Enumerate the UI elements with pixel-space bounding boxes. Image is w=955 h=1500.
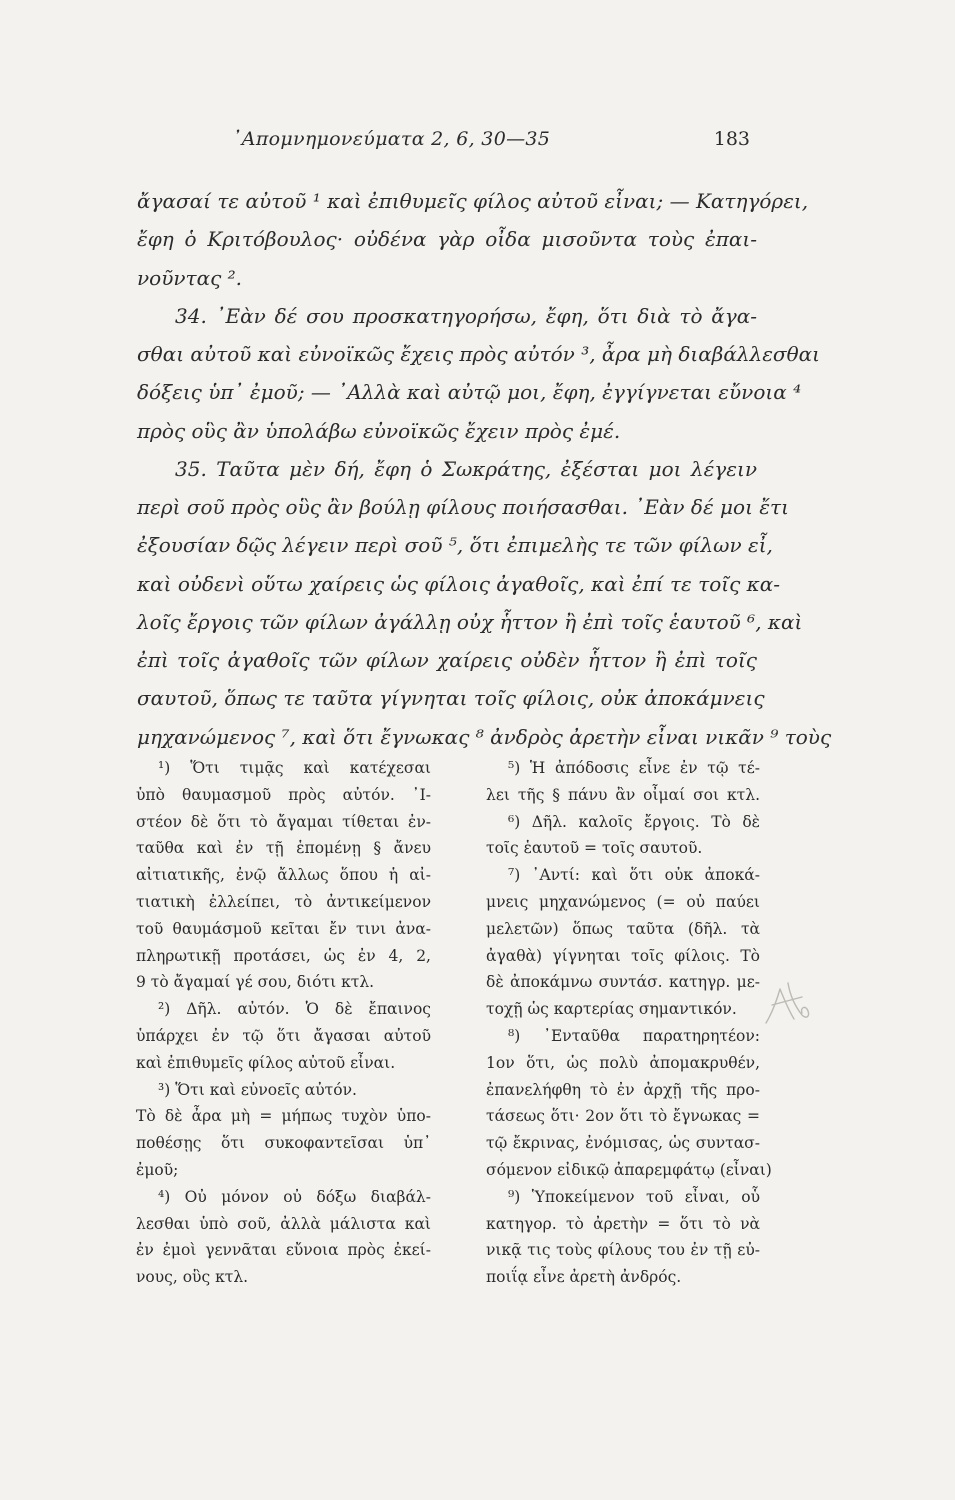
- footnote-line: ⁹) Ὑποκείμενον τοῦ εἶναι, οὗ: [508, 1187, 760, 1206]
- text-line: περὶ σοῦ πρὸς οὓς ἂν βούλῃ φίλους ποιήσασθαι. ᾿Εὰν δέ μοι ἔτι: [137, 495, 789, 519]
- footnote-line: τοχῇ ὡς καρτερίας σημαντικόν.: [486, 1000, 737, 1019]
- footnote-line: ⁷) ᾿Αντί: καὶ ὅτι οὐκ ἀποκά-: [508, 866, 760, 885]
- footnote-line: 1ον ὅτι, ὡς πολὺ ἀπομακρυθέν,: [486, 1053, 760, 1072]
- footnote-line: σόμενον εἰδικῷ ἀπαρεμφάτῳ (εἶναι): [486, 1160, 772, 1179]
- page-header: [232, 128, 750, 158]
- footnote-line: πληρωτικῇ προτάσει, ὡς ἐν 4, 2,: [136, 946, 431, 965]
- footnote-line: στέον δὲ ὅτι τὸ ἄγαμαι τίθεται ἐν-: [136, 812, 431, 831]
- footnote-line: τῷ ἔκρινας, ἐνόμισας, ὡς συντασ-: [486, 1134, 760, 1153]
- footnote-line: ²) Δῆλ. αὐτόν. Ὁ δὲ ἔπαινος: [158, 1000, 431, 1019]
- main-text-block: [137, 182, 832, 756]
- footnote-line: τοῦ θαυμάσμοῦ κεῖται ἔν τινι ἀνα-: [136, 919, 431, 938]
- text-line: σαυτοῦ, ὅπως τε ταῦτα γίγνηται τοῖς φίλοις, οὐκ ἀποκάμνεις: [137, 686, 765, 711]
- page-number: 183: [713, 128, 750, 150]
- footnote-line: τιατικὴ ἐλλείπει, τὸ ἀντικείμενον: [136, 892, 431, 911]
- footnotes-left-column: [136, 755, 431, 1291]
- footnotes-right-column: [486, 755, 772, 1291]
- footnote-line: λεσθαι ὑπὸ σοῦ, ἀλλὰ μάλιστα καὶ: [136, 1214, 431, 1233]
- footnote-line: Τὸ δὲ ἆρα μὴ = μήπως τυχὸν ὑπο-: [136, 1107, 431, 1126]
- footnote-line: ὑπάρχει ἐν τῷ ὅτι ἄγασαι αὐτοῦ: [136, 1026, 431, 1045]
- text-line: πρὸς οὓς ἂν ὑπολάβω εὐνοϊκῶς ἔχειν πρὸς ἐμέ.: [137, 418, 621, 443]
- footnote-line: λει τῆς § πάνυ ἂν οἶμαί σοι κτλ.: [486, 785, 760, 804]
- footnote-line: κατηγορ. τὸ ἀρετὴν = ὅτι τὸ νὰ: [486, 1214, 760, 1233]
- text-line: 34. ᾿Εὰν δέ σου προσκατηγορήσω, ἔφη, ὅτι διὰ τὸ ἄγα-: [175, 303, 757, 328]
- footnote-line: ⁸) ᾿Ενταῦθα παρατηρητέον:: [508, 1026, 760, 1045]
- footnote-line: ¹) Ὅτι τιμᾷς καὶ κατέχεσαι: [158, 759, 431, 777]
- text-line: σθαι αὐτοῦ καὶ εὐνοϊκῶς ἔχεις πρὸς αὐτόν ³, ἆρα μὴ διαβάλλεσθαι: [137, 342, 820, 366]
- footnote-line: μνεις μηχανώμενος (= οὐ παύει: [486, 892, 760, 911]
- footnote-line: αἰτιατικῆς, ἐνῷ ἄλλως ὅπου ἡ αἰ-: [136, 866, 431, 885]
- footnote-line: καὶ ἐπιθυμεῖς φίλος αὐτοῦ εἶναι.: [136, 1053, 396, 1072]
- text-line: ἐπὶ τοῖς ἀγαθοῖς τῶν φίλων χαίρεις οὐδὲν ἧττον ἢ ἐπὶ τοῖς: [137, 648, 757, 672]
- footnote-line: ³) Ὅτι καὶ εὐνοεῖς αὐτόν.: [158, 1080, 357, 1099]
- footnote-line: ἐμοῦ;: [136, 1160, 179, 1179]
- footnote-line: ποθέσῃς ὅτι συκοφαντεῖσαι ὑπ᾿: [136, 1134, 431, 1153]
- footnote-line: ⁵) Ἡ ἀπόδοσις εἶνε ἐν τῷ τέ-: [508, 759, 760, 777]
- footnote-line: 9 τὸ ἄγαμαί γέ σου, διότι κτλ.: [136, 973, 375, 992]
- footnote-line: ὑπὸ θαυμασμοῦ πρὸς αὐτόν. ᾿Ι-: [136, 785, 431, 804]
- footnote-line: ποιΐᾳ εἶνε ἀρετὴ ἀνδρός.: [486, 1268, 682, 1287]
- footnote-line: ταῦθα καὶ ἐν τῇ ἑπομένῃ § ἄνευ: [136, 839, 431, 858]
- footnote-line: νους, οὓς κτλ.: [136, 1268, 249, 1287]
- footnote-line: ἐπανελήφθη τὸ ἐν ἀρχῇ τῆς προ-: [486, 1080, 760, 1099]
- running-title: ᾿Απομνημονεύματα 2, 6, 30—35: [232, 128, 551, 150]
- footnote-line: ⁶) Δῆλ. καλοῖς ἔργοις. Τὸ δὲ: [508, 812, 760, 831]
- text-line: 35. Ταῦτα μὲν δή, ἔφη ὁ Σωκράτης, ἐξέσται μοι λέγειν: [175, 456, 757, 481]
- text-line: δόξεις ὑπ᾿ ἐμοῦ; — ᾿Αλλὰ καὶ αὐτῷ μοι, ἔφη, ἐγγίγνεται εὔνοια ⁴: [137, 380, 802, 405]
- text-line: ἐξουσίαν δῷς λέγειν περὶ σοῦ ⁵, ὅτι ἐπιμελὴς τε τῶν φίλων εἶ,: [137, 533, 773, 558]
- text-line: νοῦντας ².: [137, 265, 243, 290]
- text-line: καὶ οὐδενὶ οὕτω χαίρεις ὡς φίλοις ἀγαθοῖς, καὶ ἐπί τε τοῖς κα-: [137, 571, 781, 596]
- footnote-line: νικᾷ τις τοὺς φίλους του ἐν τῇ εὐ-: [486, 1241, 760, 1260]
- footnote-line: ἐν ἐμοὶ γεννᾶται εὔνοια πρὸς ἐκεί-: [136, 1241, 431, 1260]
- text-line: λοῖς ἔργοις τῶν φίλων ἀγάλλῃ οὐχ ἧττον ἢ ἐπὶ τοῖς ἑαυτοῦ ⁶, καὶ: [137, 609, 803, 634]
- footnote-line: τάσεως ὅτι· 2ον ὅτι τὸ ἔγνωκας =: [486, 1107, 760, 1126]
- footnote-line: ἀγαθὰ) γίγνηται τοῖς φίλοις. Τὸ: [486, 946, 760, 965]
- pencil-mark: [758, 975, 820, 1037]
- text-line: ἔφη ὁ Κριτόβουλος· οὐδένα γὰρ οἶδα μισοῦντα τοὺς ἐπαι-: [137, 227, 757, 252]
- footnote-line: μελετῶν) ὅπως ταῦτα (δῆλ. τὰ: [486, 919, 760, 938]
- text-line: ἄγασαί τε αὐτοῦ ¹ καὶ ἐπιθυμεῖς φίλος αὐτοῦ εἶναι; — Κατηγόρει,: [137, 189, 809, 213]
- footnote-line: ⁴) Οὐ μόνον οὐ δόξω διαβάλ-: [158, 1187, 431, 1206]
- footnote-line: τοῖς ἑαυτοῦ = τοῖς σαυτοῦ.: [486, 839, 703, 858]
- footnote-line: δὲ ἀποκάμνω συντάσ. κατηγρ. με-: [486, 973, 760, 992]
- text-line: μηχανώμενος ⁷, καὶ ὅτι ἔγνωκας ⁸ ἀνδρὸς ἀρετὴν εἶναι νικᾶν ⁹ τοὺς: [137, 724, 832, 749]
